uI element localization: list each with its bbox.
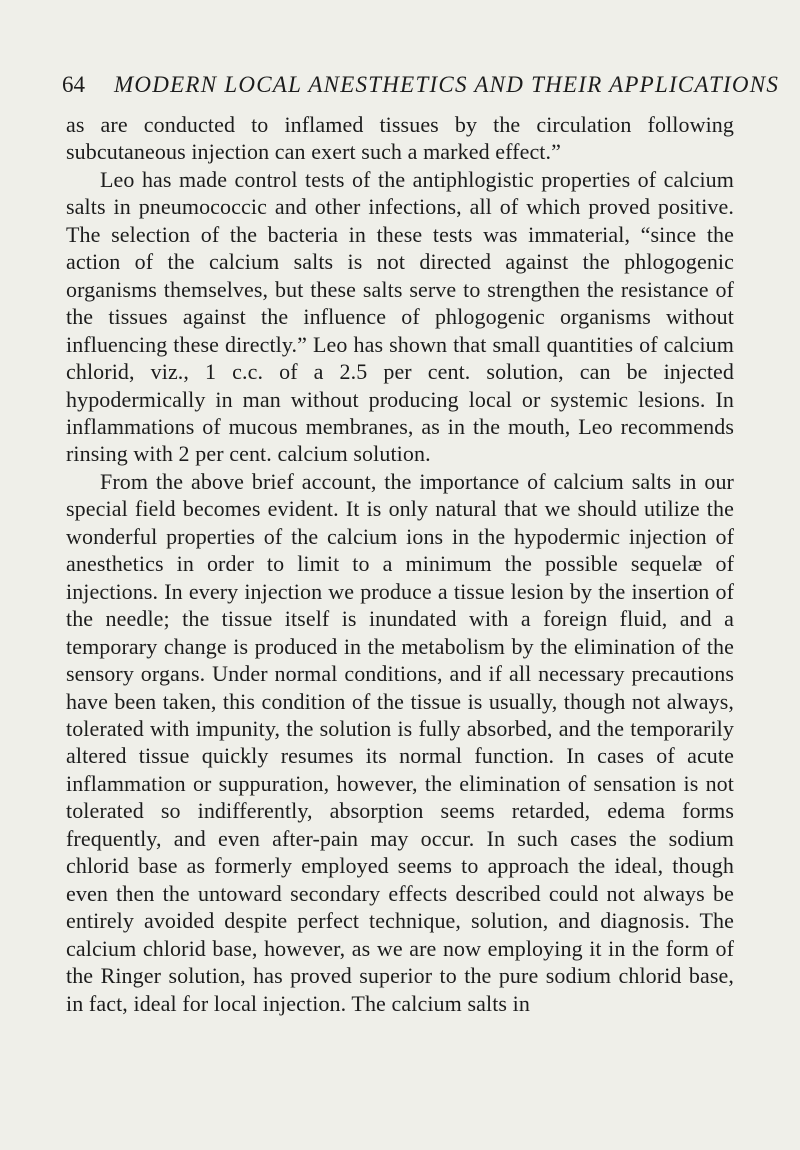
running-title: MODERN LOCAL ANESTHETICS AND THEIR APPLICATIONS [114,72,780,97]
page-number: 64 [62,72,85,97]
running-head [62,70,780,100]
paragraph-calcium-importance: From the above brief account, the importance of calcium salts in our special field becomes evident. It is only natural that we should utilize the wonderful properties of the calcium ions in the hypodermic injection of anesthetics in order to limit to a minimum the possible sequelæ of injections. In every injection we produce a tissue lesion by the insertion of the needle; the tissue itself is inundated with a foreign fluid, and a temporary change is produced in the metabolism by the elimination of the sensory organs. Under normal conditions, and if all necessary precautions have been taken, this condition of the tissue is usually, though not always, tolerated with impunity, the solution is fully absorbed, and the temporarily altered tissue quickly resumes its normal function. In cases of acute inflammation or suppuration, however, the elimination of sensation is not tolerated so indifferently, absorption seems retarded, edema forms frequently, and even after-pain may occur. In such cases the sodium chlorid base as formerly employed seems to approach the ideal, though even then the untoward secondary effects described could not always be entirely avoided despite perfect technique, solution, and diagnosis. The calcium chlorid base, however, as we are now employing it in the form of the Ringer solution, has proved superior to the pure sodium chlorid base, in fact, ideal for local injection. The calcium salts in [66,468,734,1016]
paragraph-continuation: as are conducted to inflamed tissues by the circulation following subcutaneous injection can exert such a marked effect.” [66,112,734,165]
body-text [66,111,734,1017]
paragraph-leo-control-tests: Leo has made control tests of the antiphlogistic properties of calcium salts in pneumococcic and other infections, all of which proved positive. The selection of the bacteria in these tests was immaterial, “since the action of the calcium salts is not directed against the phlogogenic organisms themselves, but these salts serve to strengthen the resistance of the tissues against the influence of phlogogenic organisms without influencing these directly.” Leo has shown that small quantities of calcium chlorid, viz., 1 c.c. of a 2.5 per cent. solution, can be injected hypodermically in man without producing local or systemic lesions. In inflammations of mucous membranes, as in the mouth, Leo recommends rinsing with 2 per cent. calcium solution. [66,166,734,467]
